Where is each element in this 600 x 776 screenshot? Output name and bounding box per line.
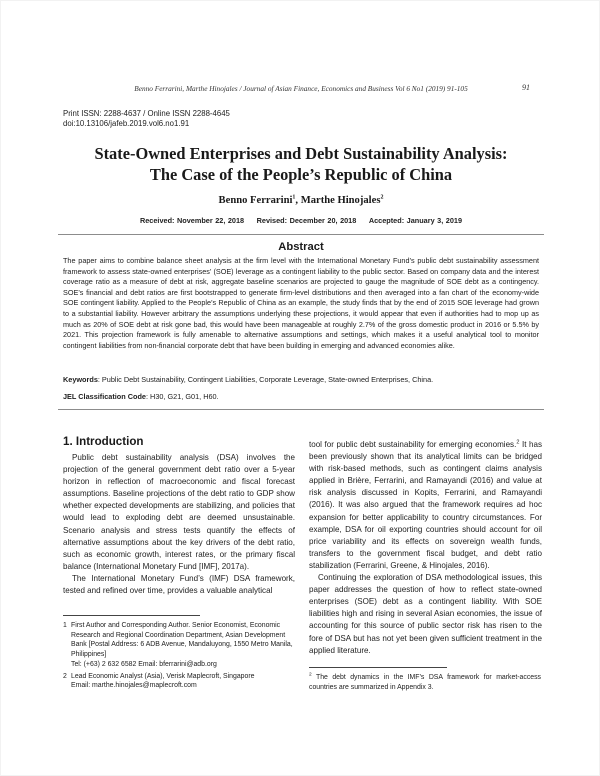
keywords-value: : Public Debt Sustainability, Contingent Liabilities, Corporate Leverage, State-owned Enterprises, China.	[97, 375, 434, 384]
footnote-text: First Author and Corresponding Author. Senior Economist, Economic Research and Regional Coordination Department, Asian Development Bank [Postal Address: 6 ADB Avenue, Mandaluyong, 1550 Metro Manila, Philippines]	[71, 622, 293, 659]
author-name: Benno Ferrarini	[218, 195, 293, 206]
footnotes-left	[63, 621, 301, 693]
running-head: Benno Ferrarini, Marthe Hinojales / Journal of Asian Finance, Economics and Business Vol 6 No1 (2019) 91-105	[134, 84, 468, 93]
jel-codes	[63, 392, 219, 401]
footnote	[63, 621, 301, 670]
author-list	[1, 195, 600, 206]
author-affiliation-marker[interactable]: 1	[292, 194, 296, 201]
body-text: tool for public debt sustainability for emerging economies.	[309, 440, 517, 449]
section-heading-introduction: 1. Introduction	[63, 435, 144, 448]
abstract-top-divider	[58, 234, 544, 235]
abstract-bottom-divider	[58, 409, 544, 410]
accepted-date: Accepted: January 3, 2019	[368, 216, 463, 225]
body-paragraph	[309, 439, 542, 572]
keywords-label: Keywords	[63, 375, 98, 384]
footnote-contact[interactable]: Tel: (+63) 2 632 6582 Email: bferrarini@adb.org	[71, 660, 217, 668]
jel-label: JEL Classification Code	[63, 392, 146, 401]
footnote-ref[interactable]: 2	[516, 439, 520, 446]
footnote-right	[309, 673, 541, 692]
author-affiliation-marker[interactable]: 2	[380, 194, 384, 201]
author-separator: ,	[295, 195, 301, 206]
jel-value: : H30, G21, G01, H60.	[146, 392, 219, 401]
author-name: Marthe Hinojales	[300, 195, 381, 206]
footnote-number: 2	[309, 672, 312, 678]
abstract-heading: Abstract	[278, 241, 324, 253]
footnote-divider-left	[63, 615, 200, 616]
publication-dates	[1, 216, 600, 225]
page-number: 91	[522, 83, 530, 92]
footnote-number: 1	[63, 622, 67, 629]
footnote-contact[interactable]: Email: marthe.hinojales@maplecroft.com	[71, 682, 197, 690]
footnote-text: Lead Economic Analyst (Asia), Verisk Maplecroft, Singapore	[71, 672, 255, 680]
title-line-2: The Case of the People’s Republic of China	[149, 165, 453, 184]
paper-title	[1, 143, 600, 185]
revised-date: Revised: December 20, 2018	[256, 216, 357, 225]
title-line-1: State-Owned Enterprises and Debt Sustainability Analysis:	[94, 144, 508, 163]
footnote-divider-right	[309, 667, 447, 668]
footnote	[63, 672, 301, 691]
abstract-text: The paper aims to combine balance sheet analysis at the firm level with the International Monetary Fund’s public debt sustainability assessment framework to assess state-owned enterprises’ (SOE) leverage as a contingent liability to the public sector. Based on company data and the interest coverage ratio as a measure of debt at risk, aggregate baseline scenarios are projected to gauge the magnitude of SOE debt as a contingency. SOE’s financial and debt ratios are first bootstrapped to generate firm-level distributions and then averaged into a fan chart of the economy-wide SOE contingent liability. Applied to the People’s Republic of China as an example, the study finds that by the end of 2015 SOE leverage had grown to a substantial liability. However arbitrary the assumptions underlying these projections, it would appear that even if authorities had to mop up as much as 20% of SOE debt at risk gone bad, this would have been manageable at roughly 2.7% of the gross domestic product in 2016 or 5.5% by 2021. This projection framework is fully amenable to alternative assumptions and settings, which makes it a useful analytical tool to monitor contingent liabilities from non-financial corporate debt that have been building in emerging and advanced economies alike.	[63, 256, 539, 350]
footnote-text: The debt dynamics in the IMF’s DSA framework for market-access countries are summarized in Appendix 3.	[309, 674, 541, 691]
body-paragraph: Public debt sustainability analysis (DSA) involves the projection of the general government debt ratio over a 5-year horizon in reflection of macroeconomic and fiscal forecast assumptions. Baseline projections of the debt ratio to GDP show whether expected developments are stabilizing, and policies that would lead to exploding debt are deemed unsustainable. Scenario analysis and stress tests quantify the effects of alternative assumptions about the key drivers of the debt ratio, such as economic growth, interest rates, or the primary fiscal balance (International Monetary Fund [IMF], 2017a).	[63, 453, 295, 571]
left-column-body	[63, 452, 295, 597]
received-date: Received: November 22, 2018	[139, 216, 245, 225]
issn-doi-block	[63, 109, 230, 129]
paper-page	[1, 1, 599, 775]
body-paragraph: Continuing the exploration of DSA methodological issues, this paper addresses the question of how to reflect state-owned enterprises (SOE) debt as a contingent liability. With SOE liabilities high and rising in several Asian economies, the issue of accounting for this source of public sector risk has risen to the fore of DSA but has not yet been given sufficient treatment in the applied literature.	[309, 573, 542, 655]
footnote-number: 2	[63, 672, 67, 680]
doi[interactable]: doi:10.13106/jafeb.2019.vol6.no1.91	[63, 119, 190, 128]
right-column-body	[309, 439, 542, 657]
body-text: It has been previously shown that its analytical limits can be bridged with risk-based methods, such as contingent claims analysis applied in Brière, Ferrarini, and Ramayandi (2016) and value at risk analysis discussed in Kopits, Ferrarini, and Ramayandi (2016). It was also argued that the framework requires ad hoc expansion for better applicability to country circumstances. For example, DSA for oil exporting countries should account for oil price variability and its effects on sovereign wealth funds, transfers to the government fiscal budget, and debt ratio stabilization (Ferrarini, Greene, & Hinojales, 2016).	[309, 440, 543, 570]
body-paragraph: The International Monetary Fund’s (IMF) DSA framework, tested and refined over time, provides a valuable analytical	[63, 573, 295, 596]
keywords	[63, 375, 433, 384]
issn: Print ISSN: 2288-4637 / Online ISSN 2288-4645	[63, 109, 230, 118]
